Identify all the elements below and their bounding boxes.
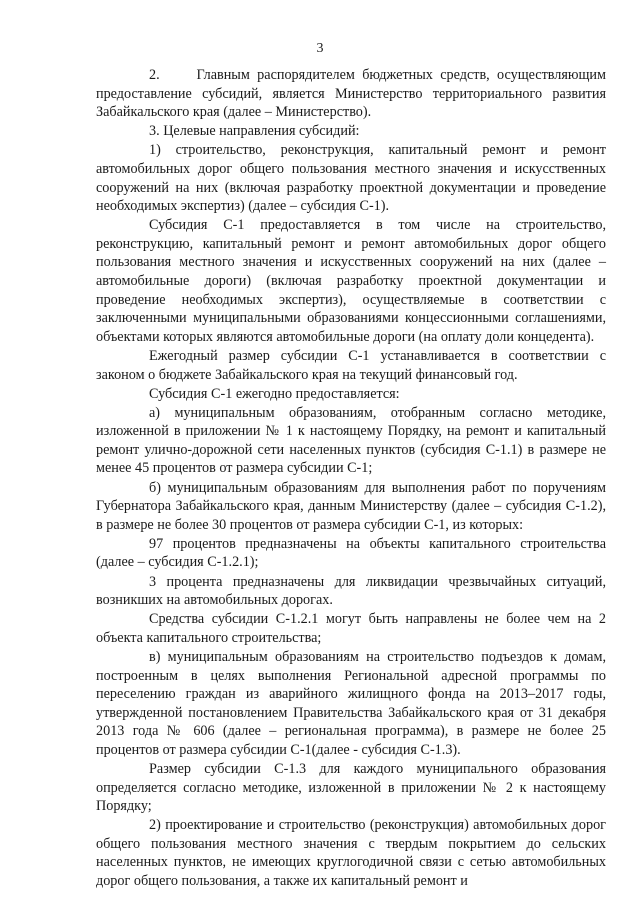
paragraph-subsidy-c1-annual-size: Ежегодный размер субсидии С-1 устанавливается в соответствии с законом о бюджете Забайкальского края на текущий финансовый год. (96, 347, 606, 383)
paragraph-c13-size: Размер субсидии С-1.3 для каждого муниципального образования определяется согласно методике, изложенной в приложении № 2 к настоящему Порядку; (96, 760, 606, 815)
paragraph-target-directions-heading: 3. Целевые направления субсидий: (149, 123, 360, 140)
paragraph-chief-administrator: 2. Главным распорядителем бюджетных средств, осуществляющим предоставление субсидий, является Министерство территориального развития Забайкальского края (далее – Министерство). (96, 67, 606, 121)
page-number: 3 (316, 41, 324, 56)
paragraph-subsidy-c1-concessions: Субсидия С-1 предоставляется в том числе на строительство, реконструкцию, капитальный ремонт и ремонт автомобильных дорог общего пользования местного значения и искусственных сооружений на них (далее – автомобильные дороги) (включая разработку проектной документации и проведение необходимых экспертиз), осуществляемые в соответствии с заключенными муниципальными образованиями концессионными соглашениями, объектами которых являются автомобильные дороги (на оплату доли концедента). (96, 217, 606, 345)
document-body (96, 66, 606, 891)
paragraph-97-percent: 97 процентов предназначены на объекты капитального строительства (далее – субсидия С-1.2.1); (96, 535, 606, 571)
paragraph-item-v: в) муниципальным образованиям на строительство подъездов к домам, построенным в целях выполнения Региональной адресной программы по переселению граждан из аварийного жилищного фонда на 2013–2017 годы, утвержденной постановлением Правительства Забайкальского края от 31 декабря 2013 года № 606 (далее – региональная программа), в размере не более 25 процентов от размера субсидии С-1(далее - субсидия С-1.3). (96, 648, 606, 758)
paragraph-item-1-construction: 1) строительство, реконструкция, капитальный ремонт и ремонт автомобильных дорог общего пользования местного значения и искусственных сооружений на них (включая разработку проектной документации и проведение необходимых экспертиз) (далее – субсидия С-1). (96, 142, 606, 215)
paragraph-subsidy-c1-provided: Субсидия С-1 ежегодно предоставляется: (149, 385, 400, 402)
paragraph-c121-limit: Средства субсидии С-1.2.1 могут быть направлены не более чем на 2 объекта капитального строительства; (96, 611, 606, 646)
paragraph-item-a: а) муниципальным образованиям, отобранным согласно методике, изложенной в приложении № 1 к настоящему Порядку, на ремонт и капитальный ремонт улично-дорожной сети населенных пунктов (субсидия С-1.1) в размере не менее 45 процентов от размера субсидии С-1; (96, 404, 606, 477)
paragraph-3-percent: 3 процента предназначены для ликвидации чрезвычайных ситуаций, возникших на автомобильных дорогах. (96, 573, 606, 609)
paragraph-item-b: б) муниципальным образованиям для выполнения работ по поручениям Губернатора Забайкальского края, данным Министерству (далее – субсидия С-1.2), в размере не более 30 процентов от размера субсидии С-1, из которых: (96, 479, 606, 533)
paragraph-item-2-design: 2) проектирование и строительство (реконструкция) автомобильных дорог общего пользования местного значения с твердым покрытием до сельских населенных пунктов, не имеющих круглогодичной связи с сетью автомобильных дорог общего пользования, а также их капитальный ремонт и (96, 817, 606, 890)
